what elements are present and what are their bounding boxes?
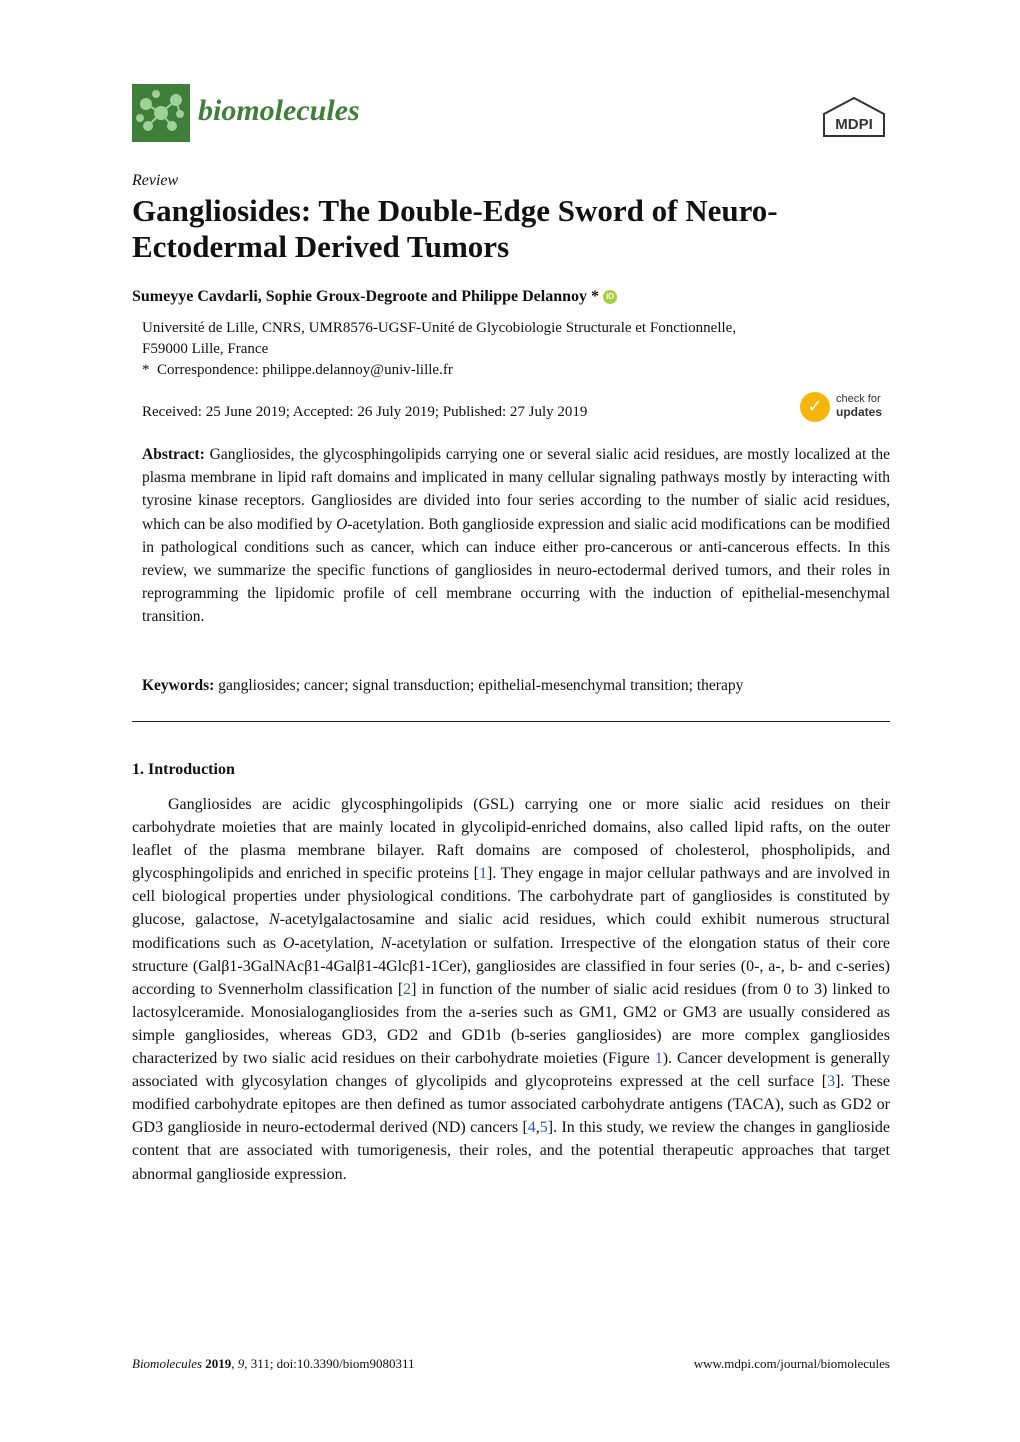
article-title: Gangliosides: The Double-Edge Sword of Neuro-Ectodermal Derived Tumors <box>132 193 778 264</box>
abstract-text: Gangliosides, the glycosphingolipids carrying one or several sialic acid residues, are mostly localized at the plasma membrane in lipid raft domains and implicated in many cellular signaling pathways mostly by interacting with tyrosine kinase receptors. Gangliosides are divided into four series according to the number of sialic acid residues, which can be also modified by <box>142 446 891 533</box>
keywords-text: gangliosides; cancer; signal transduction; epithelial-mesenchymal transition; therapy <box>218 677 744 694</box>
check-updates-line1: check for <box>836 393 881 405</box>
body-text: -acetylation, <box>294 934 381 952</box>
body-text: -acetylation or sulfation. Irrespective of the elongation status of their core structure (Galβ1-3GalNAcβ1-4Galβ1-4Glcβ1-1Cer), gangliosides are classified in four series (0-, a-, b- and c-series) according to Svennerholm classification [ <box>132 934 891 998</box>
citation-link[interactable]: 2 <box>403 980 412 998</box>
article-type: Review <box>132 172 179 189</box>
abstract-label: Abstract: <box>142 446 205 463</box>
footer-year: 2019 <box>205 1356 232 1371</box>
publisher-name: MDPI <box>835 116 873 133</box>
footer-volume: 9 <box>237 1356 245 1371</box>
journal-logo <box>132 84 190 142</box>
publisher-logo <box>822 96 886 140</box>
citation-link[interactable]: 3 <box>827 1073 836 1091</box>
correspondence-text: Correspondence: philippe.delannoy@univ-lille.fr <box>157 362 453 378</box>
body-text: ]. They engage in major cellular pathways and are involved in cell biological properties under physiological conditions. The carbohydrate part of gangliosides is constituted by glucose, galactose, <box>132 865 891 929</box>
footer-url[interactable]: www.mdpi.com/journal/biomolecules <box>693 1356 890 1371</box>
body-text: ] in function of the number of sialic acid residues (from 0 to 3) linked to lactosylceramide. Monosialogangliosides from the a-series such as GM1, GM2 or GM3 are usually considered as simple gangliosides, whereas GD3, GD2 and GD1b (b-series gangliosides) are more complex gangliosides characterized by two sialic acid residues on their carbohydrate moieties (Figure <box>132 980 890 1068</box>
italic-text: N <box>269 911 280 929</box>
citation-link[interactable]: 1 <box>478 865 487 883</box>
abstract <box>142 443 890 629</box>
correspondence <box>142 360 892 381</box>
figure-link[interactable]: 1 <box>654 1050 663 1068</box>
checkmark-icon: ✓ <box>800 392 830 422</box>
citation-link[interactable]: 5 <box>539 1119 548 1137</box>
introduction-paragraph <box>132 793 890 1186</box>
abstract-italic: O <box>336 515 348 533</box>
body-text: ]. These modified carbohydrate epitopes are then defined as tumor associated carbohydrate antigens (TACA), such as GD2 or GD3 ganglioside in neuro-ectodermal derived (ND) cancers [ <box>132 1073 891 1137</box>
section-heading: 1. Introduction <box>132 761 235 778</box>
body-text: Gangliosides are acidic glycosphingolipids (GSL) carrying one or more sialic acid residues on their carbohydrate moieties that are mainly located in glycolipid-enriched domains, also called lipid rafts, on the outer leaflet of the plasma membrane bilayer. Raft domains are composed of cholesterol, phospholipids, and glycosphingolipids and enriched in specific proteins [ <box>132 796 890 883</box>
body-text: -acetylgalactosamine and sialic acid residues, which could exhibit numerous structural modifications such as <box>132 911 891 952</box>
correspondence-mark: * <box>142 362 150 378</box>
authors-text: Sumeyye Cavdarli, Sophie Groux-Degroote and Philippe Delannoy * <box>132 288 599 305</box>
footer-journal: Biomolecules <box>132 1356 203 1371</box>
keywords <box>142 674 890 697</box>
body-text: , <box>535 1119 540 1137</box>
italic-text: N <box>380 934 392 952</box>
footer-doi: , 311; doi:10.3390/biom9080311 <box>244 1356 415 1371</box>
affiliation-block <box>142 318 892 381</box>
keywords-label: Keywords: <box>142 677 215 694</box>
citation-link[interactable]: 4 <box>527 1119 536 1137</box>
journal-name: biomolecules <box>198 94 360 127</box>
author-list <box>132 288 617 306</box>
biomolecules-logo-icon <box>132 84 190 142</box>
affiliation-line: F59000 Lille, France <box>142 341 269 357</box>
publication-dates: Received: 25 June 2019; Accepted: 26 July 2019; Published: 27 July 2019 <box>142 404 588 420</box>
affiliation-line: Université de Lille, CNRS, UMR8576-UGSF-Unité de Glycobiologie Structurale et Fonctionnelle, <box>142 320 737 336</box>
abstract-text: -acetylation. Both ganglioside expression and sialic acid modifications can be modified in pathological conditions such as cancer, which can induce either pro-cancerous or anti-cancerous effects. In this review, we summarize the specific functions of gangliosides in neuro-ectodermal derived tumors, and their roles in reprogramming the lipidomic profile of cell membrane occurring with the induction of epithelial-mesenchymal transition. <box>142 515 890 626</box>
check-updates-line2: updates <box>836 405 883 419</box>
check-for-updates-badge[interactable] <box>800 392 892 424</box>
orcid-icon[interactable]: iD <box>603 290 617 304</box>
divider <box>132 721 890 722</box>
body-text: ). Cancer development is generally associated with glycosylation changes of glycolipids and glycoproteins expressed at the cell surface [ <box>132 1050 890 1091</box>
italic-text: O <box>282 934 295 952</box>
footer-citation: Biomolecules 2019, 9, 311; doi:10.3390/biom9080311 <box>132 1356 415 1371</box>
body-text: ]. In this study, we review the changes in ganglioside content that are associated with tumorigenesis, their roles, and the potential therapeutic approaches that target abnormal ganglioside expression. <box>132 1119 890 1183</box>
